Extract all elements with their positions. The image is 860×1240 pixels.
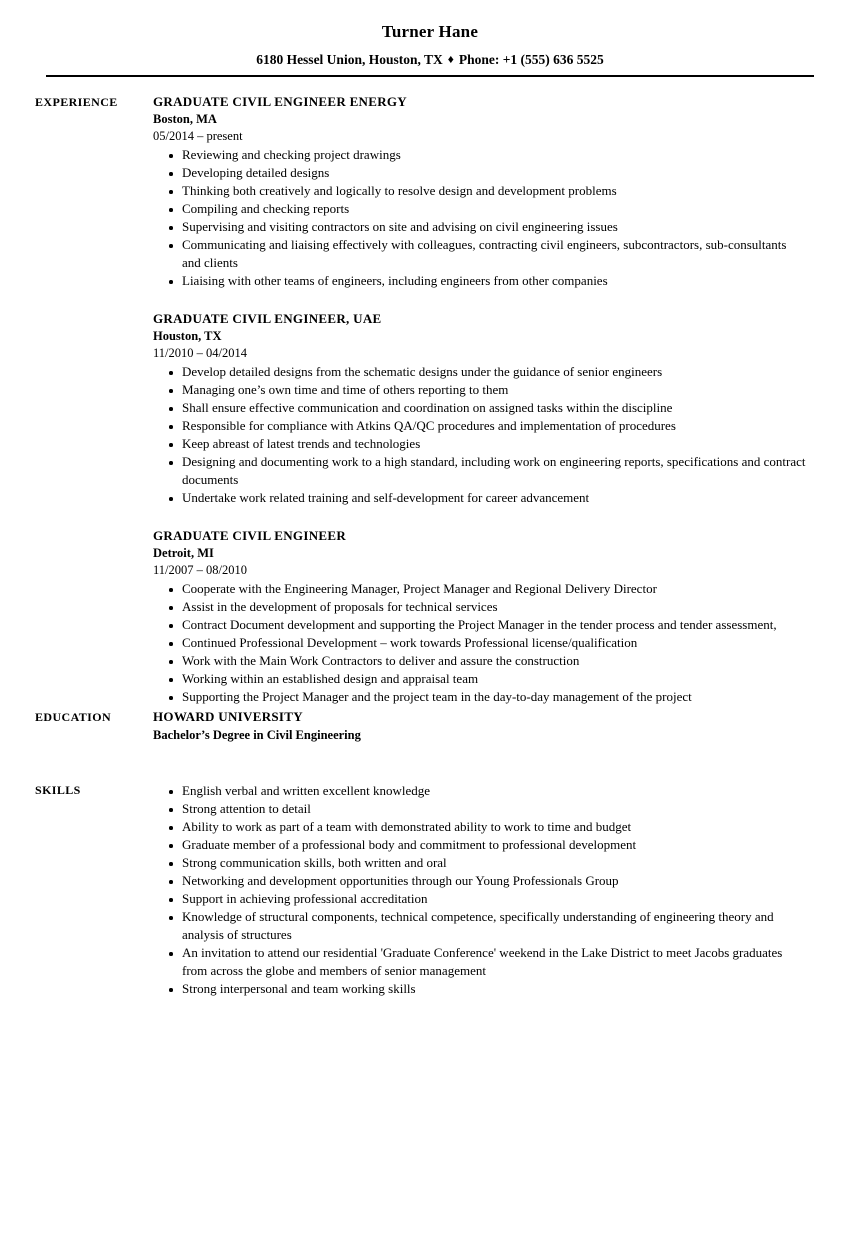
list-item: Undertake work related training and self-development for career advancement xyxy=(153,489,808,507)
job-title: GRADUATE CIVIL ENGINEER xyxy=(153,528,347,543)
section-experience xyxy=(35,93,808,706)
list-item: Supporting the Project Manager and the project team in the day-to-day management of the project xyxy=(153,688,808,706)
list-item: Networking and development opportunities through our Young Professionals Group xyxy=(153,872,808,890)
list-item: Thinking both creatively and logically to resolve design and development problems xyxy=(153,182,808,200)
job-title: GRADUATE CIVIL ENGINEER ENERGY xyxy=(153,94,407,109)
education-school: HOWARD UNIVERSITY xyxy=(153,709,303,724)
list-item: Develop detailed designs from the schematic designs under the guidance of senior engineers xyxy=(153,363,808,381)
job-location: Detroit, MI xyxy=(153,546,214,560)
section-label-experience: EXPERIENCE xyxy=(35,95,118,109)
job-bullet-list xyxy=(153,363,808,507)
skills-bullet-list xyxy=(153,782,808,998)
resume-header xyxy=(0,0,860,77)
list-item: Support in achieving professional accreditation xyxy=(153,890,808,908)
list-item: Strong interpersonal and team working skills xyxy=(153,980,808,998)
job-dates: 11/2010 – 04/2014 xyxy=(153,346,247,360)
section-label-education: EDUCATION xyxy=(35,710,112,724)
diamond-separator-icon: ♦ xyxy=(447,52,454,66)
skills-body xyxy=(153,781,808,998)
contact-address: 6180 Hessel Union, Houston, TX xyxy=(256,52,443,67)
section-skills xyxy=(35,781,808,998)
list-item: Designing and documenting work to a high standard, including work on engineering reports, specifications and contract documents xyxy=(153,453,808,489)
list-item: Strong communication skills, both written and oral xyxy=(153,854,808,872)
education-degree: Bachelor’s Degree in Civil Engineering xyxy=(153,728,361,742)
job-entry xyxy=(153,310,808,507)
list-item: An invitation to attend our residential 'Graduate Conference' weekend in the Lake District to meet Jacobs graduates from across the globe and members of senior management xyxy=(153,944,808,980)
contact-phone: Phone: +1 (555) 636 5525 xyxy=(458,52,604,67)
list-item: Reviewing and checking project drawings xyxy=(153,146,808,164)
list-item: Contract Document development and supporting the Project Manager in the tender process and tender assessment, xyxy=(153,616,808,634)
job-bullet-list xyxy=(153,146,808,290)
education-body xyxy=(153,708,808,744)
list-item: Work with the Main Work Contractors to deliver and assure the construction xyxy=(153,652,808,670)
job-entry xyxy=(153,93,808,290)
list-item: Keep abreast of latest trends and technologies xyxy=(153,435,808,453)
list-item: Developing detailed designs xyxy=(153,164,808,182)
job-title: GRADUATE CIVIL ENGINEER, UAE xyxy=(153,311,382,326)
list-item: Responsible for compliance with Atkins QA/QC procedures and implementation of procedures xyxy=(153,417,808,435)
list-item: Ability to work as part of a team with demonstrated ability to work to time and budget xyxy=(153,818,808,836)
section-education xyxy=(35,708,808,744)
list-item: Cooperate with the Engineering Manager, Project Manager and Regional Delivery Director xyxy=(153,580,808,598)
list-item: Knowledge of structural components, technical competence, specifically understanding of engineering theory and analysis of structures xyxy=(153,908,808,944)
list-item: Supervising and visiting contractors on site and advising on civil engineering issues xyxy=(153,218,808,236)
job-location: Boston, MA xyxy=(153,112,217,126)
list-item: Assist in the development of proposals for technical services xyxy=(153,598,808,616)
list-item: Working within an established design and appraisal team xyxy=(153,670,808,688)
job-location: Houston, TX xyxy=(153,329,222,343)
list-item: Continued Professional Development – work towards Professional license/qualification xyxy=(153,634,808,652)
list-item: Graduate member of a professional body and commitment to professional development xyxy=(153,836,808,854)
list-item: Managing one’s own time and time of others reporting to them xyxy=(153,381,808,399)
header-divider xyxy=(46,75,814,77)
candidate-name: Turner Hane xyxy=(381,22,479,41)
section-label-skills: SKILLS xyxy=(35,783,81,797)
job-dates: 11/2007 – 08/2010 xyxy=(153,563,247,577)
list-item: English verbal and written excellent knowledge xyxy=(153,782,808,800)
list-item: Shall ensure effective communication and coordination on assigned tasks within the discipline xyxy=(153,399,808,417)
list-item: Compiling and checking reports xyxy=(153,200,808,218)
list-item: Liaising with other teams of engineers, including engineers from other companies xyxy=(153,272,808,290)
list-item: Communicating and liaising effectively with colleagues, contracting civil engineers, subcontractors, sub-consultants and clients xyxy=(153,236,808,272)
experience-body xyxy=(153,93,808,706)
list-item: Strong attention to detail xyxy=(153,800,808,818)
job-dates: 05/2014 – present xyxy=(153,129,243,143)
contact-line xyxy=(0,51,860,68)
resume-content xyxy=(0,93,860,998)
job-entry xyxy=(153,527,808,706)
job-bullet-list xyxy=(153,580,808,706)
